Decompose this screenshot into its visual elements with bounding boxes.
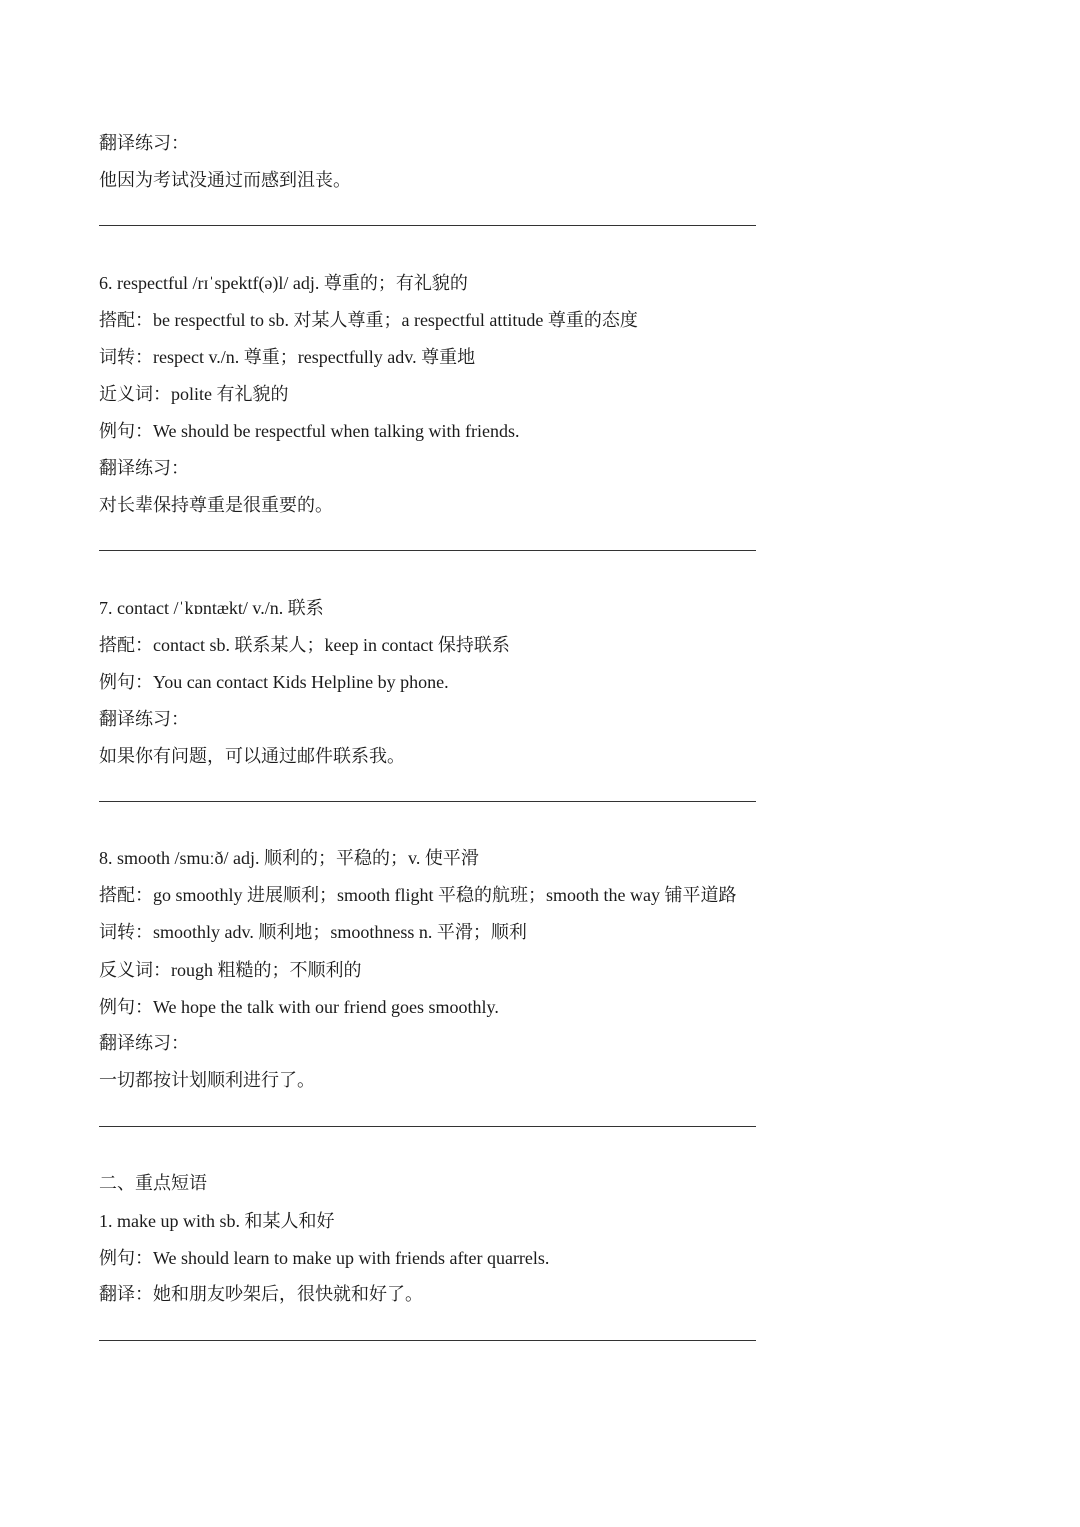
- word-forms-line: 词转：smoothly adv. 顺利地；smoothness n. 平滑；顺利: [99, 922, 527, 942]
- answer-line: [99, 1340, 756, 1341]
- example-sentence: 例句：You can contact Kids Helpline by phone.: [99, 672, 449, 692]
- translation-prompt: 他因为考试没通过而感到沮丧。: [99, 170, 351, 190]
- answer-line: [99, 801, 756, 802]
- example-sentence: 例句：We should be respectful when talking with friends.: [99, 421, 520, 441]
- synonym-line: 近义词：polite 有礼貌的: [99, 384, 289, 404]
- vocab-entry-heading: 7. contact /ˈkɒntækt/ v./n. 联系: [99, 598, 324, 618]
- word-forms-line: 词转：respect v./n. 尊重；respectfully adv. 尊重地: [99, 347, 476, 367]
- answer-line: [99, 550, 756, 551]
- collocation-line: 搭配：go smoothly 进展顺利；smooth flight 平稳的航班；smooth the way 铺平道路: [99, 885, 737, 905]
- translation-prompt: 翻译：她和朋友吵架后，很快就和好了。: [99, 1284, 423, 1304]
- antonym-line: 反义词：rough 粗糙的；不顺利的: [99, 960, 362, 980]
- phrase-entry-heading: 1. make up with sb. 和某人和好: [99, 1211, 335, 1231]
- translation-practice-label: 翻译练习：: [99, 458, 189, 478]
- collocation-line: 搭配：be respectful to sb. 对某人尊重；a respectful attitude 尊重的态度: [99, 310, 638, 330]
- example-sentence: 例句：We should learn to make up with friends after quarrels.: [99, 1248, 550, 1268]
- translation-prompt: 对长辈保持尊重是很重要的。: [99, 495, 333, 515]
- translation-prompt: 如果你有问题，可以通过邮件联系我。: [99, 746, 405, 766]
- answer-line: [99, 1126, 756, 1127]
- answer-line: [99, 225, 756, 226]
- translation-practice-label: 翻译练习：: [99, 709, 189, 729]
- section-heading: 二、重点短语: [99, 1173, 207, 1193]
- translation-prompt: 一切都按计划顺利进行了。: [99, 1070, 315, 1090]
- translation-practice-label: 翻译练习：: [99, 1033, 189, 1053]
- collocation-line: 搭配：contact sb. 联系某人；keep in contact 保持联系: [99, 635, 510, 655]
- vocab-entry-heading: 8. smooth /smuːð/ adj. 顺利的；平稳的；v. 使平滑: [99, 848, 479, 868]
- translation-practice-label: 翻译练习：: [99, 133, 189, 153]
- vocab-entry-heading: 6. respectful /rɪˈspektf(ə)l/ adj. 尊重的；有礼貌的: [99, 273, 468, 293]
- example-sentence: 例句：We hope the talk with our friend goes smoothly.: [99, 997, 499, 1017]
